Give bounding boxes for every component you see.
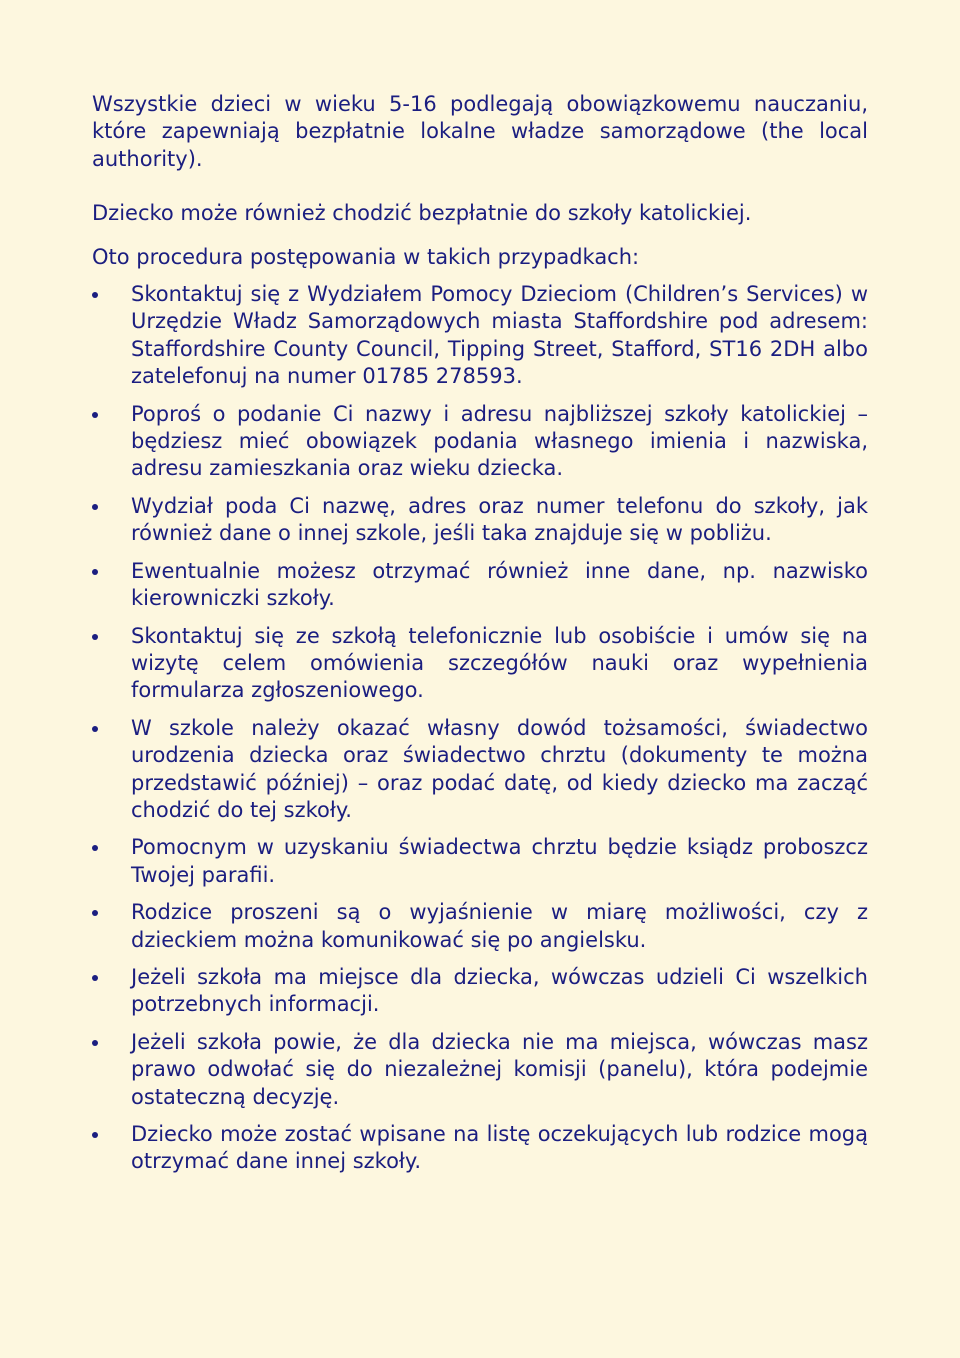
- bullet-icon: [92, 726, 98, 732]
- bullet-icon: [92, 292, 98, 298]
- list-item-text: W szkole należy okazać własny dowód tożsamości, świadectwo urodzenia dziecka oraz świadectwo chrztu (dokumenty te można przedstawić później) – oraz podać datę, od kiedy dziecko ma zacząć chodzić do tej szkoły.: [131, 715, 868, 822]
- list-item-text: Dziecko może zostać wpisane na listę oczekujących lub rodzice mogą otrzymać dane innej szkoły.: [131, 1122, 868, 1174]
- list-item-text: Jeżeli szkoła ma miejsce dla dziecka, wówczas udzieli Ci wszelkich potrzebnych informacji.: [131, 964, 868, 1017]
- intro-paragraph: Wszystkie dzieci w wieku 5-16 podlegają obowiązkowemu nauczaniu, które zapewniają bezpłatnie lokalne władze samorządowe (the local authority).: [92, 92, 868, 171]
- list-item-text: Pomocnym w uzyskaniu świadectwa chrztu będzie ksiądz proboszcz Twojej parafii.: [131, 835, 868, 887]
- list-item-text: Poproś o podanie Ci nazwy i adresu najbliższej szkoły katolickiej – będziesz mieć obowiązek podania własnego imienia i nazwiska, adresu zamieszkania oraz wieku dziecka.: [131, 401, 868, 481]
- list-item: [92, 1029, 868, 1111]
- list-item-text: Skontaktuj się z Wydziałem Pomocy Dzieciom (Children’s Services) w Urzędzie Władz Samorządowych miasta Staffordshire pod adresem: Staffordshire County Council, Tipping Street, Stafford, ST16 2DH albo zatelefonuj na numer 01785 278593.: [131, 282, 868, 389]
- list-item-text: Skontaktuj się ze szkołą telefonicznie lub osobiście i umów się na wizytę celem omówienia szczegółów nauki oraz wypełnienia formularza zgłoszeniowego.: [131, 623, 868, 703]
- list-item: [92, 493, 868, 548]
- list-item-text: Rodzice proszeni są o wyjaśnienie w miarę możliwości, czy z dzieckiem można komunikować się po angielsku.: [131, 900, 868, 952]
- list-item: [92, 899, 868, 954]
- bullet-icon: [92, 845, 98, 851]
- bullet-icon: [92, 412, 98, 418]
- bullet-icon: [92, 1040, 98, 1046]
- procedure-heading: Oto procedura postępowania w takich przypadkach:: [92, 244, 640, 269]
- catholic-school-paragraph: Dziecko może również chodzić bezpłatnie do szkoły katolickiej.: [92, 201, 752, 226]
- bullet-icon: [92, 504, 98, 510]
- bullet-icon: [92, 1132, 98, 1138]
- list-item-text: Wydział poda Ci nazwę, adres oraz numer telefonu do szkoły, jak również dane o innej szkole, jeśli taka znajduje się w pobliżu.: [131, 493, 868, 546]
- bullet-icon: [92, 634, 98, 640]
- list-item: [92, 1121, 868, 1176]
- bullet-icon: [92, 569, 98, 575]
- list-item: [92, 715, 868, 825]
- list-item: [92, 623, 868, 705]
- list-item: [92, 558, 868, 613]
- procedure-list: [92, 281, 868, 1176]
- bullet-icon: [92, 910, 98, 916]
- list-item: [92, 964, 868, 1019]
- list-item: [92, 834, 868, 889]
- list-item: [92, 401, 868, 483]
- bullet-icon: [92, 975, 98, 981]
- list-item-text: Ewentualnie możesz otrzymać również inne dane, np. nazwisko kierowniczki szkoły.: [131, 558, 868, 611]
- list-item: [92, 281, 868, 391]
- list-item-text: Jeżeli szkoła powie, że dla dziecka nie ma miejsca, wówczas masz prawo odwołać się do niezależnej komisji (panelu), która podejmie ostateczną decyzję.: [131, 1029, 868, 1109]
